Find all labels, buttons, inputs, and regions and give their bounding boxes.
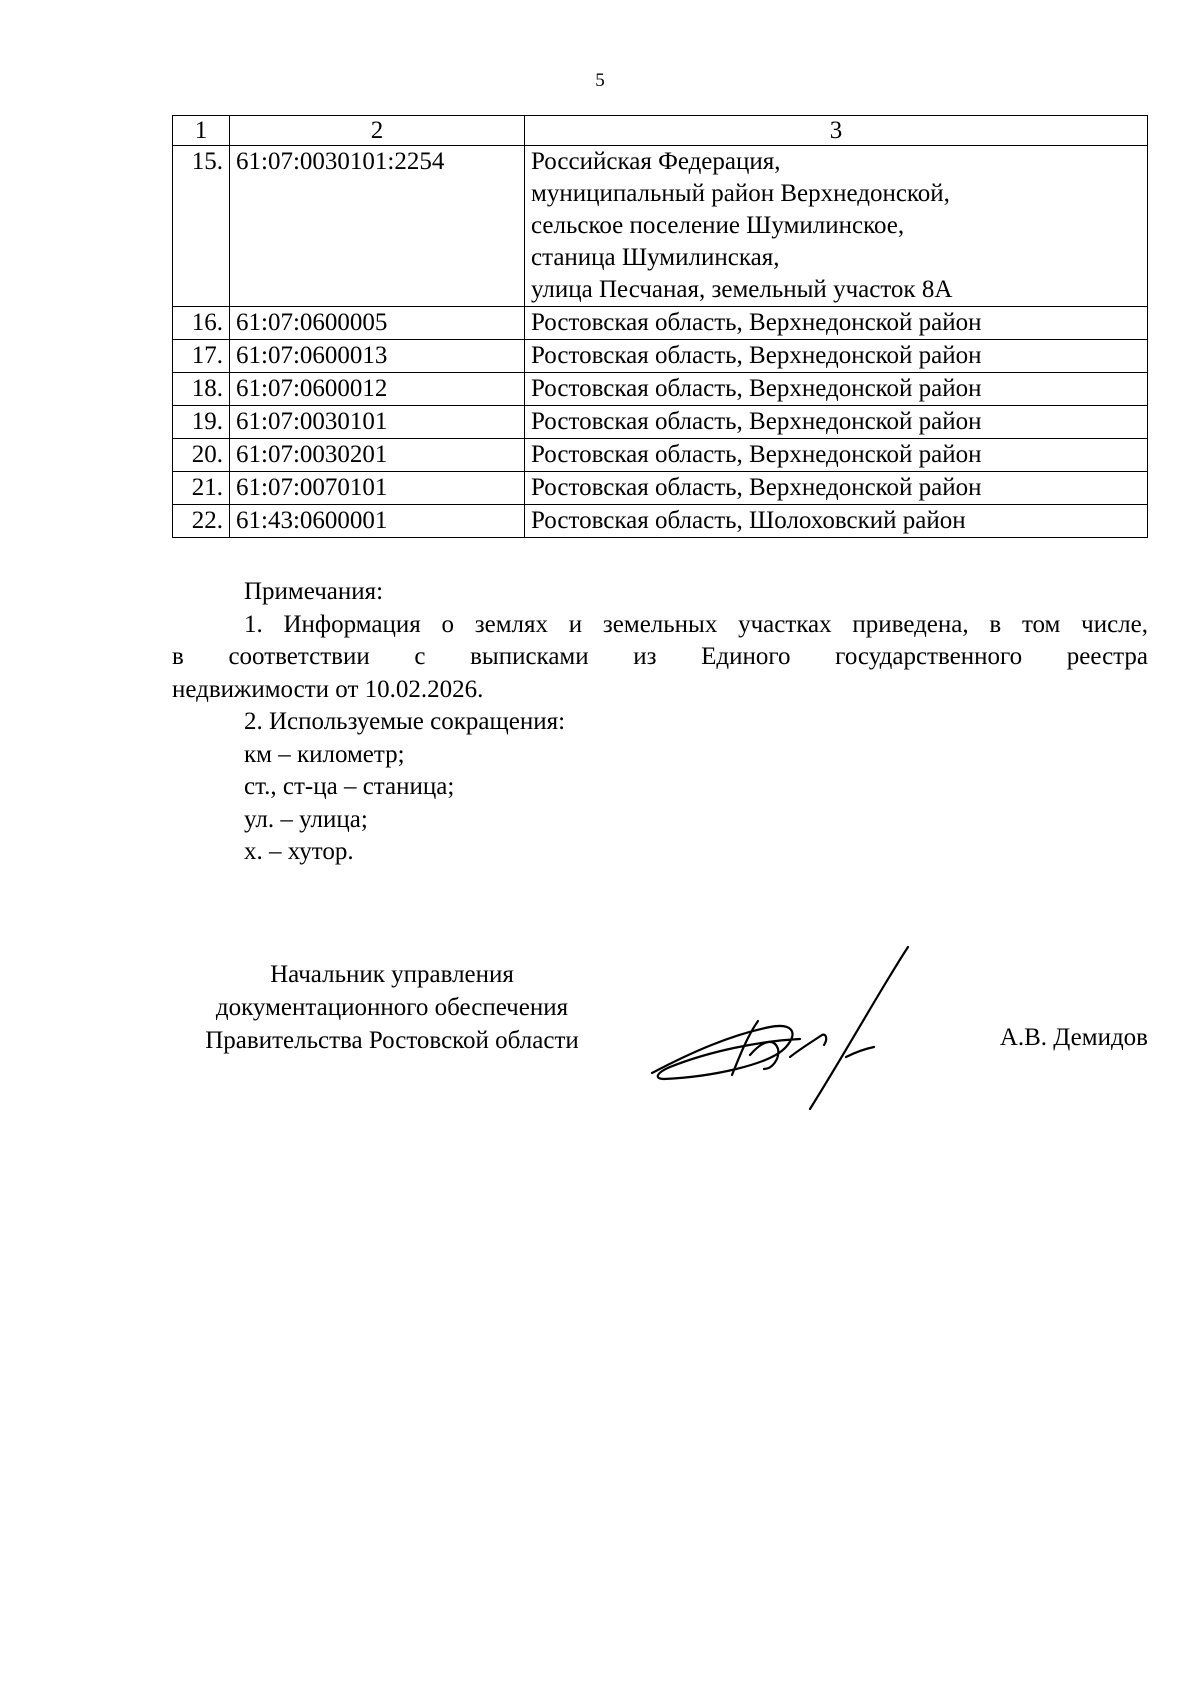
header-col-2: 2 [230,116,525,146]
location-address [525,146,1148,307]
handwritten-signature [650,945,940,1110]
row-number: 15. [173,146,230,307]
address-line: Ростовская область, Верхнедонской район [531,309,982,336]
row-number: 16. [173,307,230,340]
table-row [173,146,1148,307]
cadastral-number: 61:07:0030101:2254 [230,146,525,307]
row-number: 19. [173,406,230,439]
abbreviation-item: х. – хутор. [244,838,354,865]
address-line: Ростовская область, Верхнедонской район [531,342,982,369]
row-number: 22. [173,505,230,538]
signatory-title [172,958,612,1057]
address-line: Ростовская область, Верхнедонской район [531,441,982,468]
table-row [173,472,1148,505]
page-number: 5 [595,70,605,91]
notes-section [172,576,1148,869]
cadastral-number: 61:07:0600013 [230,340,525,373]
cadastral-number: 61:07:0600012 [230,373,525,406]
location-address [525,373,1148,406]
address-line: станица Шумилинская, [531,244,780,271]
note-2: 2. Используемые сокращения: [244,708,566,735]
table-row [173,406,1148,439]
location-address [525,340,1148,373]
note-1-line-3: недвижимости от 10.02.2026. [172,675,484,703]
row-number: 21. [173,472,230,505]
signatory-title-line: Правительства Ростовской области [205,1027,579,1054]
table-row [173,307,1148,340]
table-row [173,439,1148,472]
table-row [173,505,1148,538]
row-number: 17. [173,340,230,373]
table-header-row [173,116,1148,146]
location-address [525,307,1148,340]
header-col-1: 1 [173,116,230,146]
location-address [525,406,1148,439]
header-col-3: 3 [525,116,1148,146]
signatory-title-line: Начальник управления [270,961,514,988]
signatory-name: А.В. Демидов [999,1024,1148,1051]
note-1-line-1: 1. Информация о землях и земельных участках приведена, в том числе, [244,610,1148,638]
address-line: Ростовская область, Верхнедонской район [531,408,982,435]
location-address [525,439,1148,472]
abbreviation-item: ст., ст-ца – станица; [244,773,455,800]
table-row [173,373,1148,406]
cadastral-number: 61:07:0070101 [230,472,525,505]
row-number: 20. [173,439,230,472]
cadastral-number: 61:07:0030201 [230,439,525,472]
notes-heading: Примечания: [244,578,384,605]
signatory-title-line: документационного обеспечения [215,994,569,1021]
land-plots-table [172,115,1148,538]
address-line: Ростовская область, Шолоховский район [531,507,966,534]
cadastral-number: 61:07:0600005 [230,307,525,340]
address-line: Российская Федерация, [531,148,781,175]
address-line: Ростовская область, Верхнедонской район [531,375,982,402]
abbreviation-item: км – километр; [244,740,405,768]
note-1-line-2: в соответствии с выписками из Единого государственного реестра [172,643,1148,670]
location-address [525,505,1148,538]
row-number: 18. [173,373,230,406]
table-row [173,340,1148,373]
cadastral-number: 61:07:0030101 [230,406,525,439]
table-body [173,146,1148,538]
location-address [525,472,1148,505]
address-line: сельское поселение Шумилинское, [531,212,905,239]
cadastral-number: 61:43:0600001 [230,505,525,538]
address-line: муниципальный район Верхнедонской, [531,180,950,207]
address-line: улица Песчаная, земельный участок 8А [531,276,953,303]
address-line: Ростовская область, Верхнедонской район [531,474,982,501]
abbreviation-item: ул. – улица; [244,805,368,833]
